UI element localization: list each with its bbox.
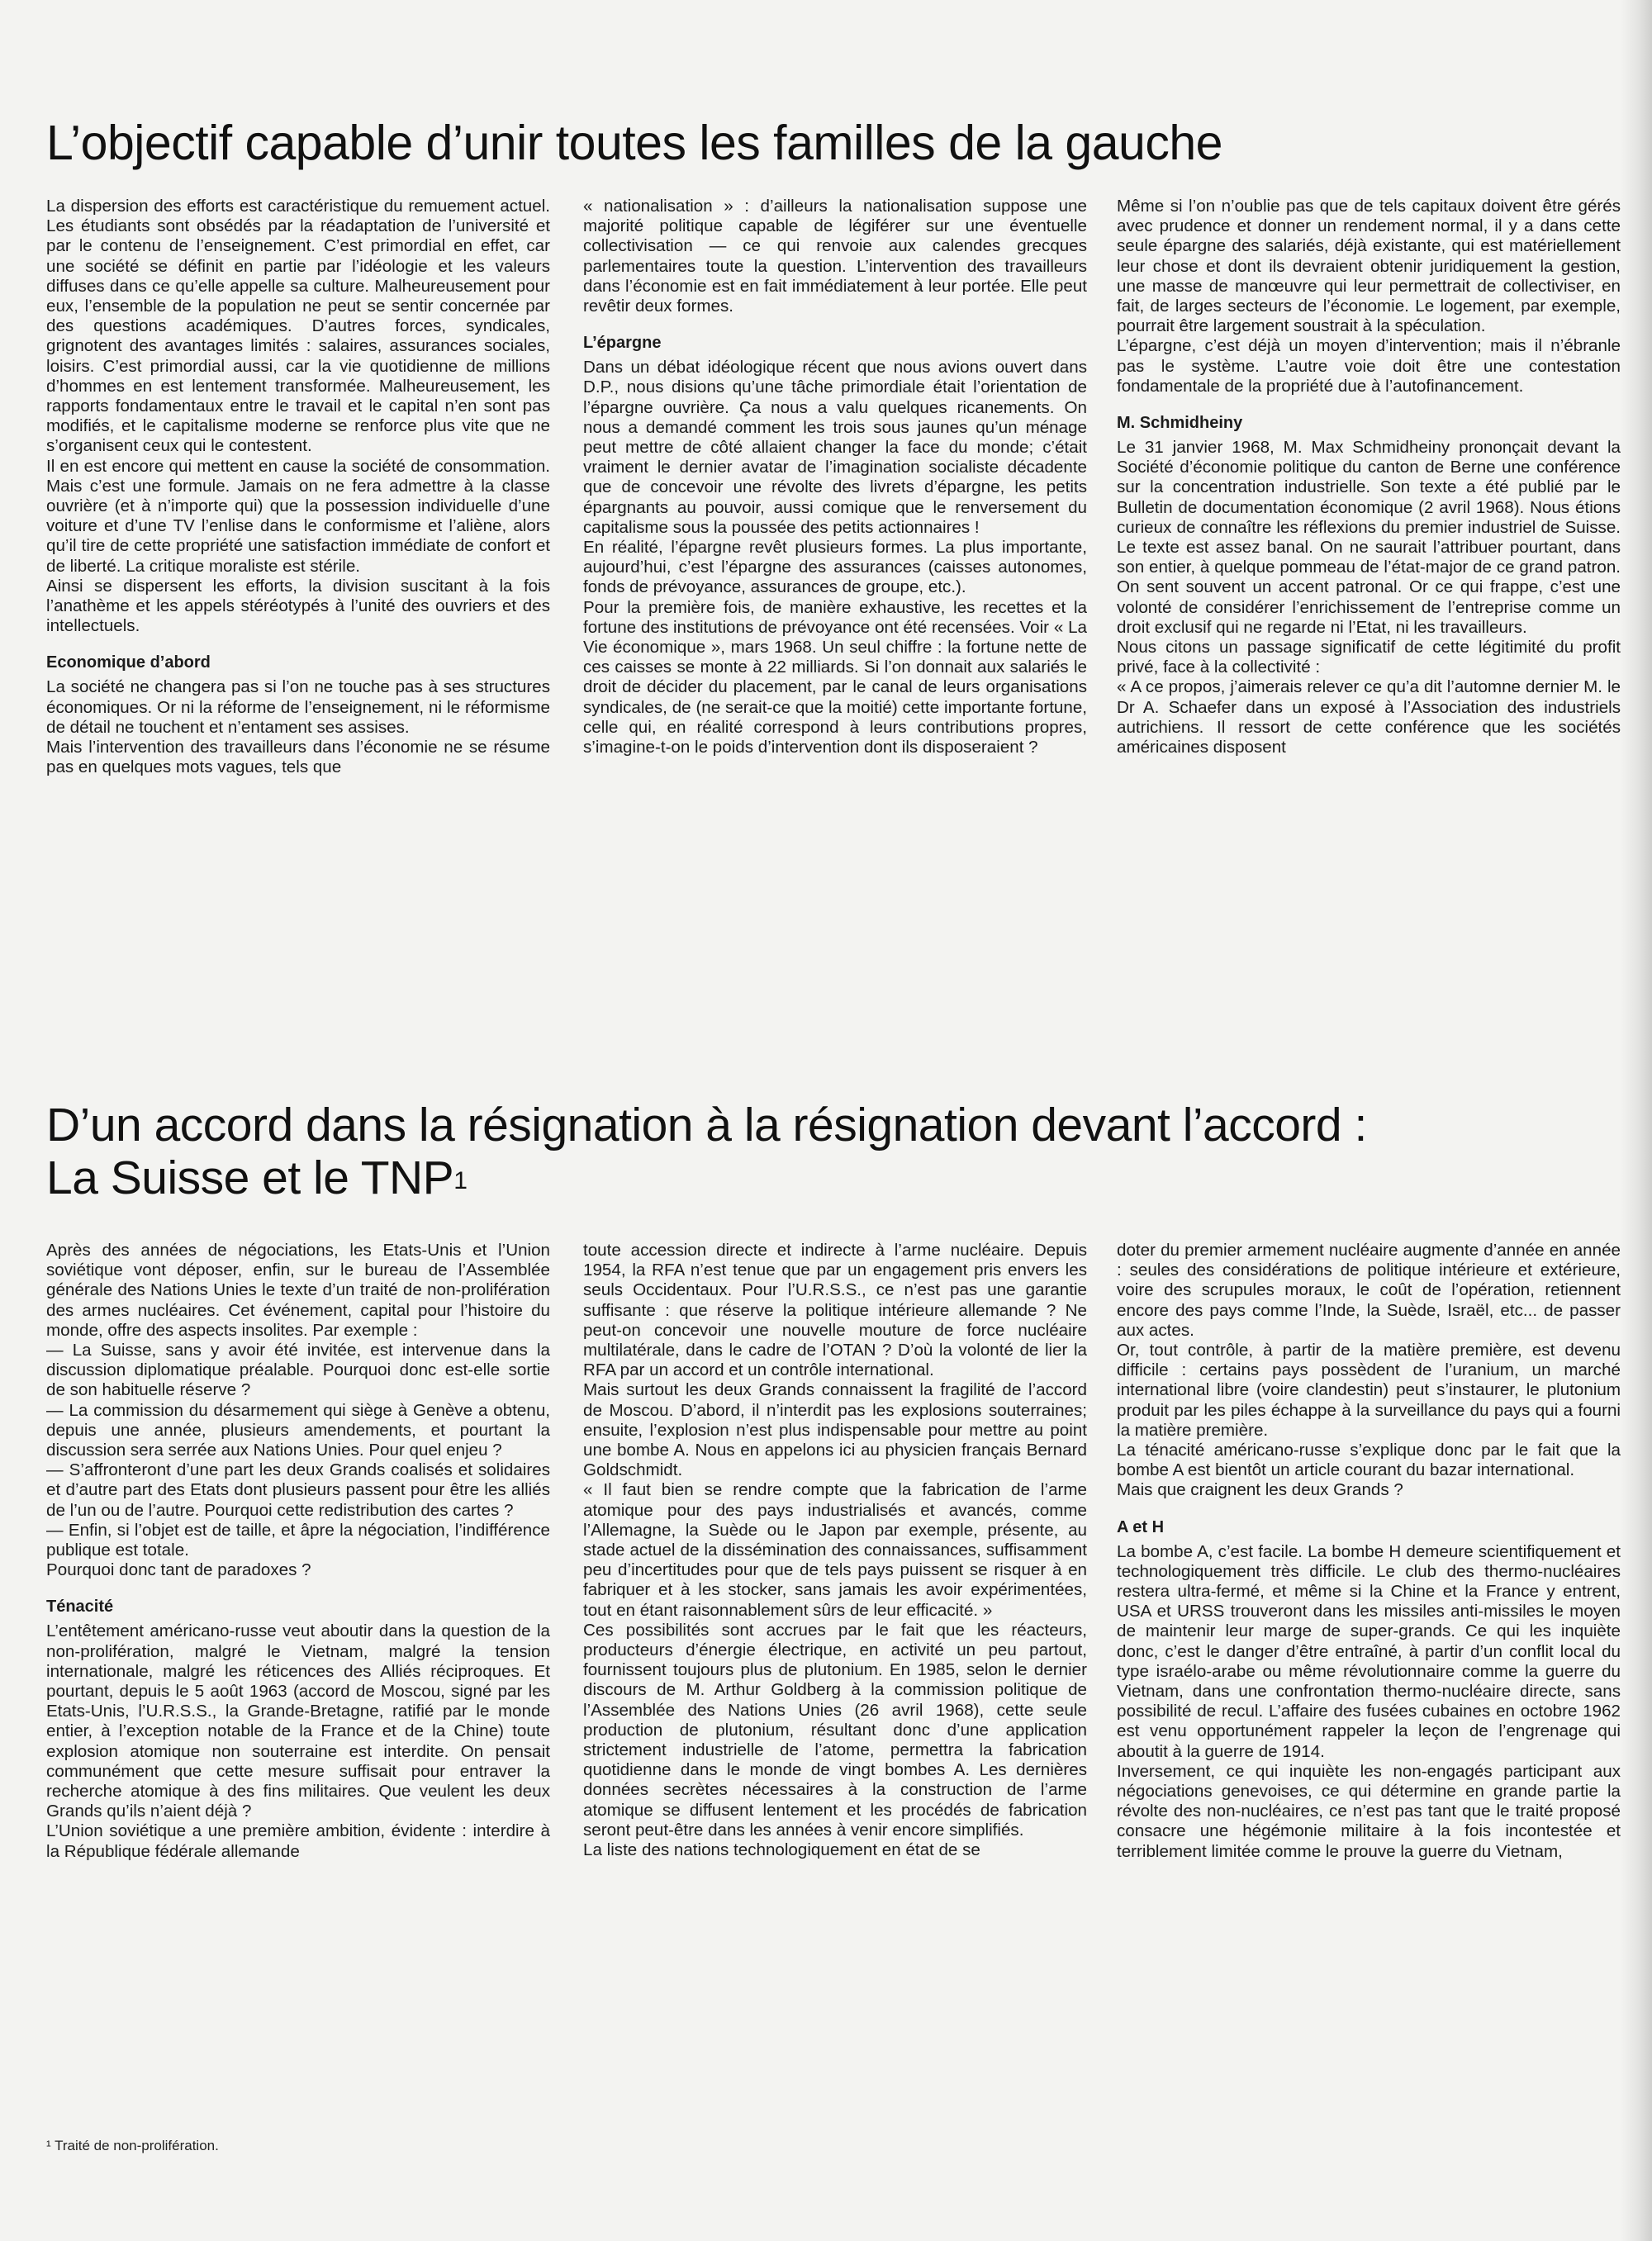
section-heading: A et H xyxy=(1117,1517,1165,1536)
paragraph: — S’affronteront d’une part les deux Grands coalisés et solidaires et d’autre part des Etats dont plusieurs passent pour être les alliés de l’un ou de l’autre. Pourquoi cette redistribution des cartes ? xyxy=(46,1460,550,1520)
paragraph: « A ce propos, j’aimerais relever ce qu’a dit l’automne dernier M. le Dr A. Schaefer dans un exposé à l’Association des industriels autrichiens. Il ressort de cette conférence que les sociétés américaines disposent xyxy=(1117,677,1621,757)
paragraph: — Enfin, si l’objet est de taille, et âpre la négociation, l’indifférence publique est totale. xyxy=(46,1520,550,1560)
title-line-1: D’un accord dans la résignation à la résignation devant l’accord : xyxy=(46,1099,1367,1151)
text-column-3 xyxy=(1117,197,1621,757)
paragraph: Inversement, ce qui inquiète les non-engagés participant aux négociations genevoises, ce qui détermine en grande partie la révolte des non-nucléaires, ce n’est pas tant que le traité proposé consacre une hégémonie militaire à la fois incontestée et terriblement limitée comme le prouve la guerre du Vietnam, xyxy=(1117,1761,1621,1861)
section-heading: Ténacité xyxy=(46,1598,114,1617)
paragraph: L’épargne, c’est déjà un moyen d’intervention; mais il n’ébranle pas le système. L’autre voie doit être une contestation fondamentale de la propriété due à l’autofinancement. xyxy=(1117,336,1621,396)
paragraph: Après des années de négociations, les Etats-Unis et l’Union soviétique vont déposer, enfin, sur le bureau de l’Assemblée générale des Nations Unies le texte d’un traité de non-prolifération des armes nucléaires. Cet événement, capital pour l’histoire du monde, offre des aspects insolites. Par exemple : xyxy=(46,1241,550,1340)
paragraph: La ténacité américano-russe s’explique donc par le fait que la bombe A est bientôt un article courant du bazar international. xyxy=(1117,1441,1621,1480)
paragraph: « Il faut bien se rendre compte que la fabrication de l’arme atomique pour des pays industrialisés et avancés, comme l’Allemagne, la Suède ou le Japon par exemple, présente, au stade actuel de la dissémination des connaissances, suffisamment peu d’incertitudes pour que de tels pays puissent se risquer à en fabriquer et à les stocker, sans jamais les avoir expérimentées, tout en étant raisonnablement sûrs de leur efficacité. » xyxy=(583,1480,1087,1620)
paragraph: La bombe A, c’est facile. La bombe H demeure scientifiquement et technologiquement très difficile. Le club des thermo-nucléaires restera ultra-fermé, et même si la Chine et la France y entrent, USA et URSS trouveront dans les missiles anti-missiles le moyen de maintenir leur marge de super-grands. Ce qui les inquiète donc, c’est le danger d’être entraîné, à partir d’un conflit local du type israélo-arabe ou même révolutionnaire comme la guerre du Vietnam, dans une confrontation thermo-nucléaire directe, sans possibilité de recul. L’affaire des fusées cubaines en octobre 1962 est venu opportunément rappeler la leçon de l’engrenage qui aboutit à la guerre de 1914. xyxy=(1117,1541,1621,1761)
paragraph: Pourquoi donc tant de paradoxes ? xyxy=(46,1560,311,1580)
paragraph: Pour la première fois, de manière exhaustive, les recettes et la fortune des institutions de prévoyance ont été recensées. Voir « La Vie économique », mars 1968. Un seul chiffre : la fortune nette de ces caisses se monte à 22 milliards. Si l’on donnait aux salariés le droit de décider du placement, par le canal de leurs organisations syndicales, de (ne serait-ce que la moitié) cette importante fortune, celle qui, en réalité correspond à leurs contributions propres, s’imagine-t-on le poids d’intervention dont ils disposeraient ? xyxy=(583,597,1087,757)
paragraph: doter du premier armement nucléaire augmente d’année en année : seules des considérations de politique intérieure et extérieure, voire des scrupules moraux, le coût de l’opération, retiennent encore des pays comme l’Inde, la Suède, Israël, etc... de passer aux actes. xyxy=(1117,1241,1621,1340)
page-edge-shadow xyxy=(1621,0,1652,2241)
paragraph: Il en est encore qui mettent en cause la société de consommation. Mais c’est une formule. Jamais on ne fera admettre à la classe ouvrière (et à n’importe qui) que la possession individuelle d’une voiture et d’une TV l’enlise dans le conformisme et l’aliène, alors qu’il tire de cette propriété une satisfaction immédiate de confort et de liberté. La critique moraliste est stérile. xyxy=(46,456,550,576)
paragraph: Ainsi se dispersent les efforts, la division suscitant à la fois l’anathème et les appels stéréotypés à l’unité des ouvriers et des intellectuels. xyxy=(46,576,550,636)
paragraph: Même si l’on n’oublie pas que de tels capitaux doivent être gérés avec prudence et donner un rendement normal, il y a dans cette seule épargne des salariés, déjà existante, qui est matériellement leur chose et dont ils devraient obtenir juridiquement la gestion, une masse de manœuvre qui leur permettrait de collectiviser, en fait, de larges secteurs de l’économie. Le logement, par exemple, pourrait être largement soustrait à la spéculation. xyxy=(1117,197,1621,336)
paragraph: Dans un débat idéologique récent que nous avions ouvert dans D.P., nous disions qu’une tâche primordiale était l’orientation de l’épargne ouvrière. Ça nous a valu quelques ricanements. On nous a demandé comment les trois sous jaunes qu’un ménage peut mettre de côté allaient changer la face du monde; c’était vraiment le dernier avatar de l’imagination socialiste décadente que de concevoir une révolte des livrets d’épargne, les petits épargnants au pouvoir, aussi comique que le renversement du capitalisme sous la poussée des petits actionnaires ! xyxy=(583,358,1087,537)
article-title xyxy=(46,1099,1620,1204)
article-objectif-gauche xyxy=(46,116,1621,777)
paragraph: Ces possibilités sont accrues par le fait que les réacteurs, producteurs d’énergie électrique, en activité un peu partout, fournissent toujours plus de plutonium. En 1985, selon le dernier discours de M. Arthur Goldberg à la commission politique de l’Assemblée des Nations Unies (26 avril 1968), cette seule production de plutonium, résultant donc d’une application strictement industrielle de l’atome, permettra la fabrication quotidienne dans le monde de vingt bombes A. Les dernières données secrètes nécessaires à la construction de l’arme atomique se diffusent lentement et les procédés de fabrication seront peut-être dans les années à venir encore simplifiés. xyxy=(583,1620,1087,1840)
article-title: L’objectif capable d’unir toutes les familles de la gauche xyxy=(46,116,1222,170)
paragraph: La société ne changera pas si l’on ne touche pas à ses structures économiques. Or ni la réforme de l’enseignement, ni le réformisme de détail ne touchent et n’entament ses assises. xyxy=(46,677,550,737)
article-suisse-tnp xyxy=(46,1099,1621,1861)
paragraph: La dispersion des efforts est caractéristique du remuement actuel. Les étudiants sont obsédés par la réadaptation de l’université et par le contenu de l’enseignement. C’est primordial en effet, car une société se définit en partie par l’idéologie et les valeurs diffuses dans ce qu’elle appelle sa culture. Malheureusement pour eux, l’ensemble de la population ne peut se sentir concernée par des questions académiques. D’autres forces, syndicales, grignotent des avantages limités : salaires, assurances sociales, loisirs. C’est primordial aussi, car la vie quotidienne de millions d’hommes en est lentement transformée. Malheureusement, les rapports fondamentaux entre le travail et le capital n’en sont pas modifiés, et le capitalisme moderne se renforce plus vite que ne s’organisent ceux qui le contestent. xyxy=(46,197,550,456)
paragraph: — La commission du désarmement qui siège à Genève a obtenu, depuis une année, plusieurs amendements, et pourtant la discussion sera serrée aux Nations Unies. Pour quel enjeu ? xyxy=(46,1400,550,1460)
paragraph: L’Union soviétique a une première ambition, évidente : interdire à la République fédérale allemande xyxy=(46,1821,550,1861)
paragraph: — La Suisse, sans y avoir été invitée, est intervenue dans la discussion diplomatique préalable. Pourquoi donc est-elle sortie de son habituelle réserve ? xyxy=(46,1341,550,1400)
text-column-3 xyxy=(1117,1241,1621,1862)
paragraph: En réalité, l’épargne revêt plusieurs formes. La plus importante, aujourd’hui, c’est l’épargne des assurances (caisses autonomes, fonds de prévoyance, assurances de groupe, etc.). xyxy=(583,538,1087,597)
section-heading: Economique d’abord xyxy=(46,653,211,672)
paragraph: Nous citons un passage significatif de cette légitimité du profit privé, face à la collectivité : xyxy=(1117,638,1621,677)
text-column-2 xyxy=(583,1241,1087,1860)
paragraph: Mais surtout les deux Grands connaissent la fragilité de l’accord de Moscou. D’abord, il n’interdit pas les explosions souterraines; ensuite, l’explosion n’est plus indispensable pour mettre au point une bombe A. Nous en appelons ici au physicien français Bernard Goldschmidt. xyxy=(583,1380,1087,1480)
paragraph: Mais l’intervention des travailleurs dans l’économie ne se résume pas en quelques mots vagues, tels que xyxy=(46,738,550,777)
paragraph: Le 31 janvier 1968, M. Max Schmidheiny prononçait devant la Société d’économie politique du canton de Berne une conférence sur la concentration industrielle. Son texte a été publié par le Bulletin de documentation économique (2 avril 1968). Nous étions curieux de connaître les réflexions du premier industriel de Suisse. Le texte est assez banal. On ne saurait l’attribuer pourtant, dans son entier, à quelque pommeau de l’état-major de ce grand patron. On sent souvent un accent patronal. Or ce qui frappe, c’est une volonté de considérer l’enrichissement de l’entreprise comme un droit exclusif qui ne regarde ni l’Etat, ni les travailleurs. xyxy=(1117,438,1621,637)
footnote: ¹ Traité de non-prolifération. xyxy=(46,2138,219,2153)
paragraph: toute accession directe et indirecte à l’arme nucléaire. Depuis 1954, la RFA n’est tenue que par un engagement pris envers les seuls Occidentaux. Pour l’U.R.S.S., ce n’est pas une garantie suffisante : que réserve la politique intérieure allemande ? Ne peut-on concevoir une nouvelle mouture de force nucléaire multilatérale, dans le cadre de l’OTAN ? D’où la volonté de lier la RFA par un accord et un contrôle international. xyxy=(583,1241,1087,1380)
section-heading: L’épargne xyxy=(583,334,662,353)
text-column-1 xyxy=(46,1241,550,1862)
footnote-marker: 1 xyxy=(453,1167,468,1194)
paragraph: Mais que craignent les deux Grands ? xyxy=(1117,1480,1403,1500)
paragraph: La liste des nations technologiquement en état de se xyxy=(583,1840,980,1860)
paragraph: « nationalisation » : d’ailleurs la nationalisation suppose une majorité politique capable de légiférer sur une éventuelle collectivisation — ce qui renvoie aux calendes grecques parlementaires toute la question. L’intervention des travailleurs dans l’économie est en fait immédiatement à leur portée. Elle peut revêtir deux formes. xyxy=(583,197,1087,316)
text-column-1 xyxy=(46,197,550,777)
title-line-2: La Suisse et le TNP xyxy=(46,1151,454,1204)
paragraph: L’entêtement américano-russe veut aboutir dans la question de la non-prolifération, malgré le Vietnam, malgré la tension internationale, malgré les réticences des Alliés réciproques. Et pourtant, depuis le 5 août 1963 (accord de Moscou, signé par les Etats-Unis, l’U.R.S.S., la Grande-Bretagne, ratifié par le monde entier, à l’exception notable de la France et de la Chine) toute explosion atomique non souterraine est interdite. On pensait communément que cette mesure suffisait pour entraver la recherche atomique à des fins militaires. Que veulent les deux Grands qu’ils n’aient déjà ? xyxy=(46,1621,550,1821)
text-column-2 xyxy=(583,197,1087,757)
section-heading: M. Schmidheiny xyxy=(1117,414,1243,433)
paragraph: Or, tout contrôle, à partir de la matière première, est devenu difficile : certains pays possèdent de l’uranium, un marché international libre (voire clandestin) peut s’instaurer, le plutonium produit par les piles échappe à la surveillance du pays qui a fourni la matière première. xyxy=(1117,1341,1621,1440)
